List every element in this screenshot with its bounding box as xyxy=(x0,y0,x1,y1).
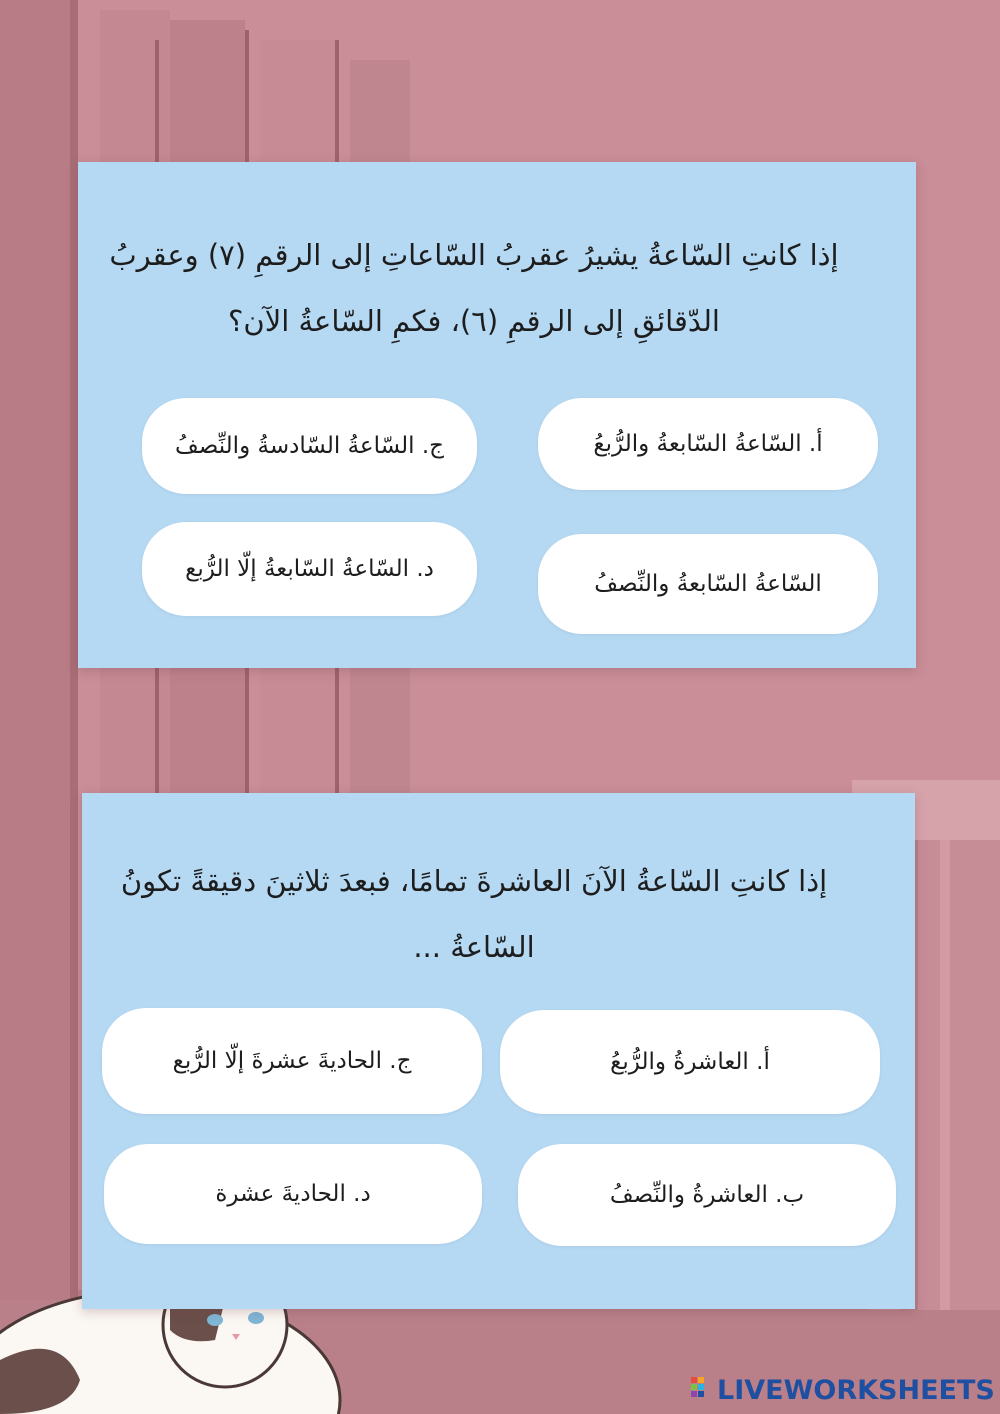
liveworksheets-logo-icon xyxy=(691,1377,713,1403)
question-2-text: إذا كانتِ السّاعةُ الآنَ العاشرةَ تمامًا، فبعدَ ثلاثينَ دقيقةً تكونُ السّاعةُ ... xyxy=(120,864,828,964)
question-2-option-a[interactable]: أ. العاشرةُ والرُّبعُ xyxy=(500,1010,880,1114)
question-2-option-b[interactable]: ب. العاشرةُ والنِّصفُ xyxy=(518,1144,896,1246)
liveworksheets-logo-text: LIVEWORKSHEETS xyxy=(717,1374,995,1406)
question-1-option-b[interactable]: السّاعةُ السّابعةُ والنِّصفُ xyxy=(538,534,878,634)
liveworksheets-logo[interactable] xyxy=(691,1372,995,1408)
question-1-text: إذا كانتِ السّاعةُ يشيرُ عقربُ السّاعاتِ إلى الرقمِ (٧) وعقربُ الدّقائقِ إلى الرقمِ (٦)، فكمِ السّاعةُ الآن؟ xyxy=(109,238,839,338)
question-2-option-c[interactable]: ج. الحاديةَ عشرةَ إلّا الرُّبع xyxy=(102,1008,482,1114)
question-1-option-a[interactable]: أ. السّاعةُ السّابعةُ والرُّبعُ xyxy=(538,398,878,490)
question-1-option-c[interactable]: ج. السّاعةُ السّادسةُ والنِّصفُ xyxy=(142,398,477,494)
question-2-option-d[interactable]: د. الحاديةَ عشرة xyxy=(104,1144,482,1244)
question-1-option-d[interactable]: د. السّاعةُ السّابعةُ إلّا الرُّبع xyxy=(142,522,477,616)
